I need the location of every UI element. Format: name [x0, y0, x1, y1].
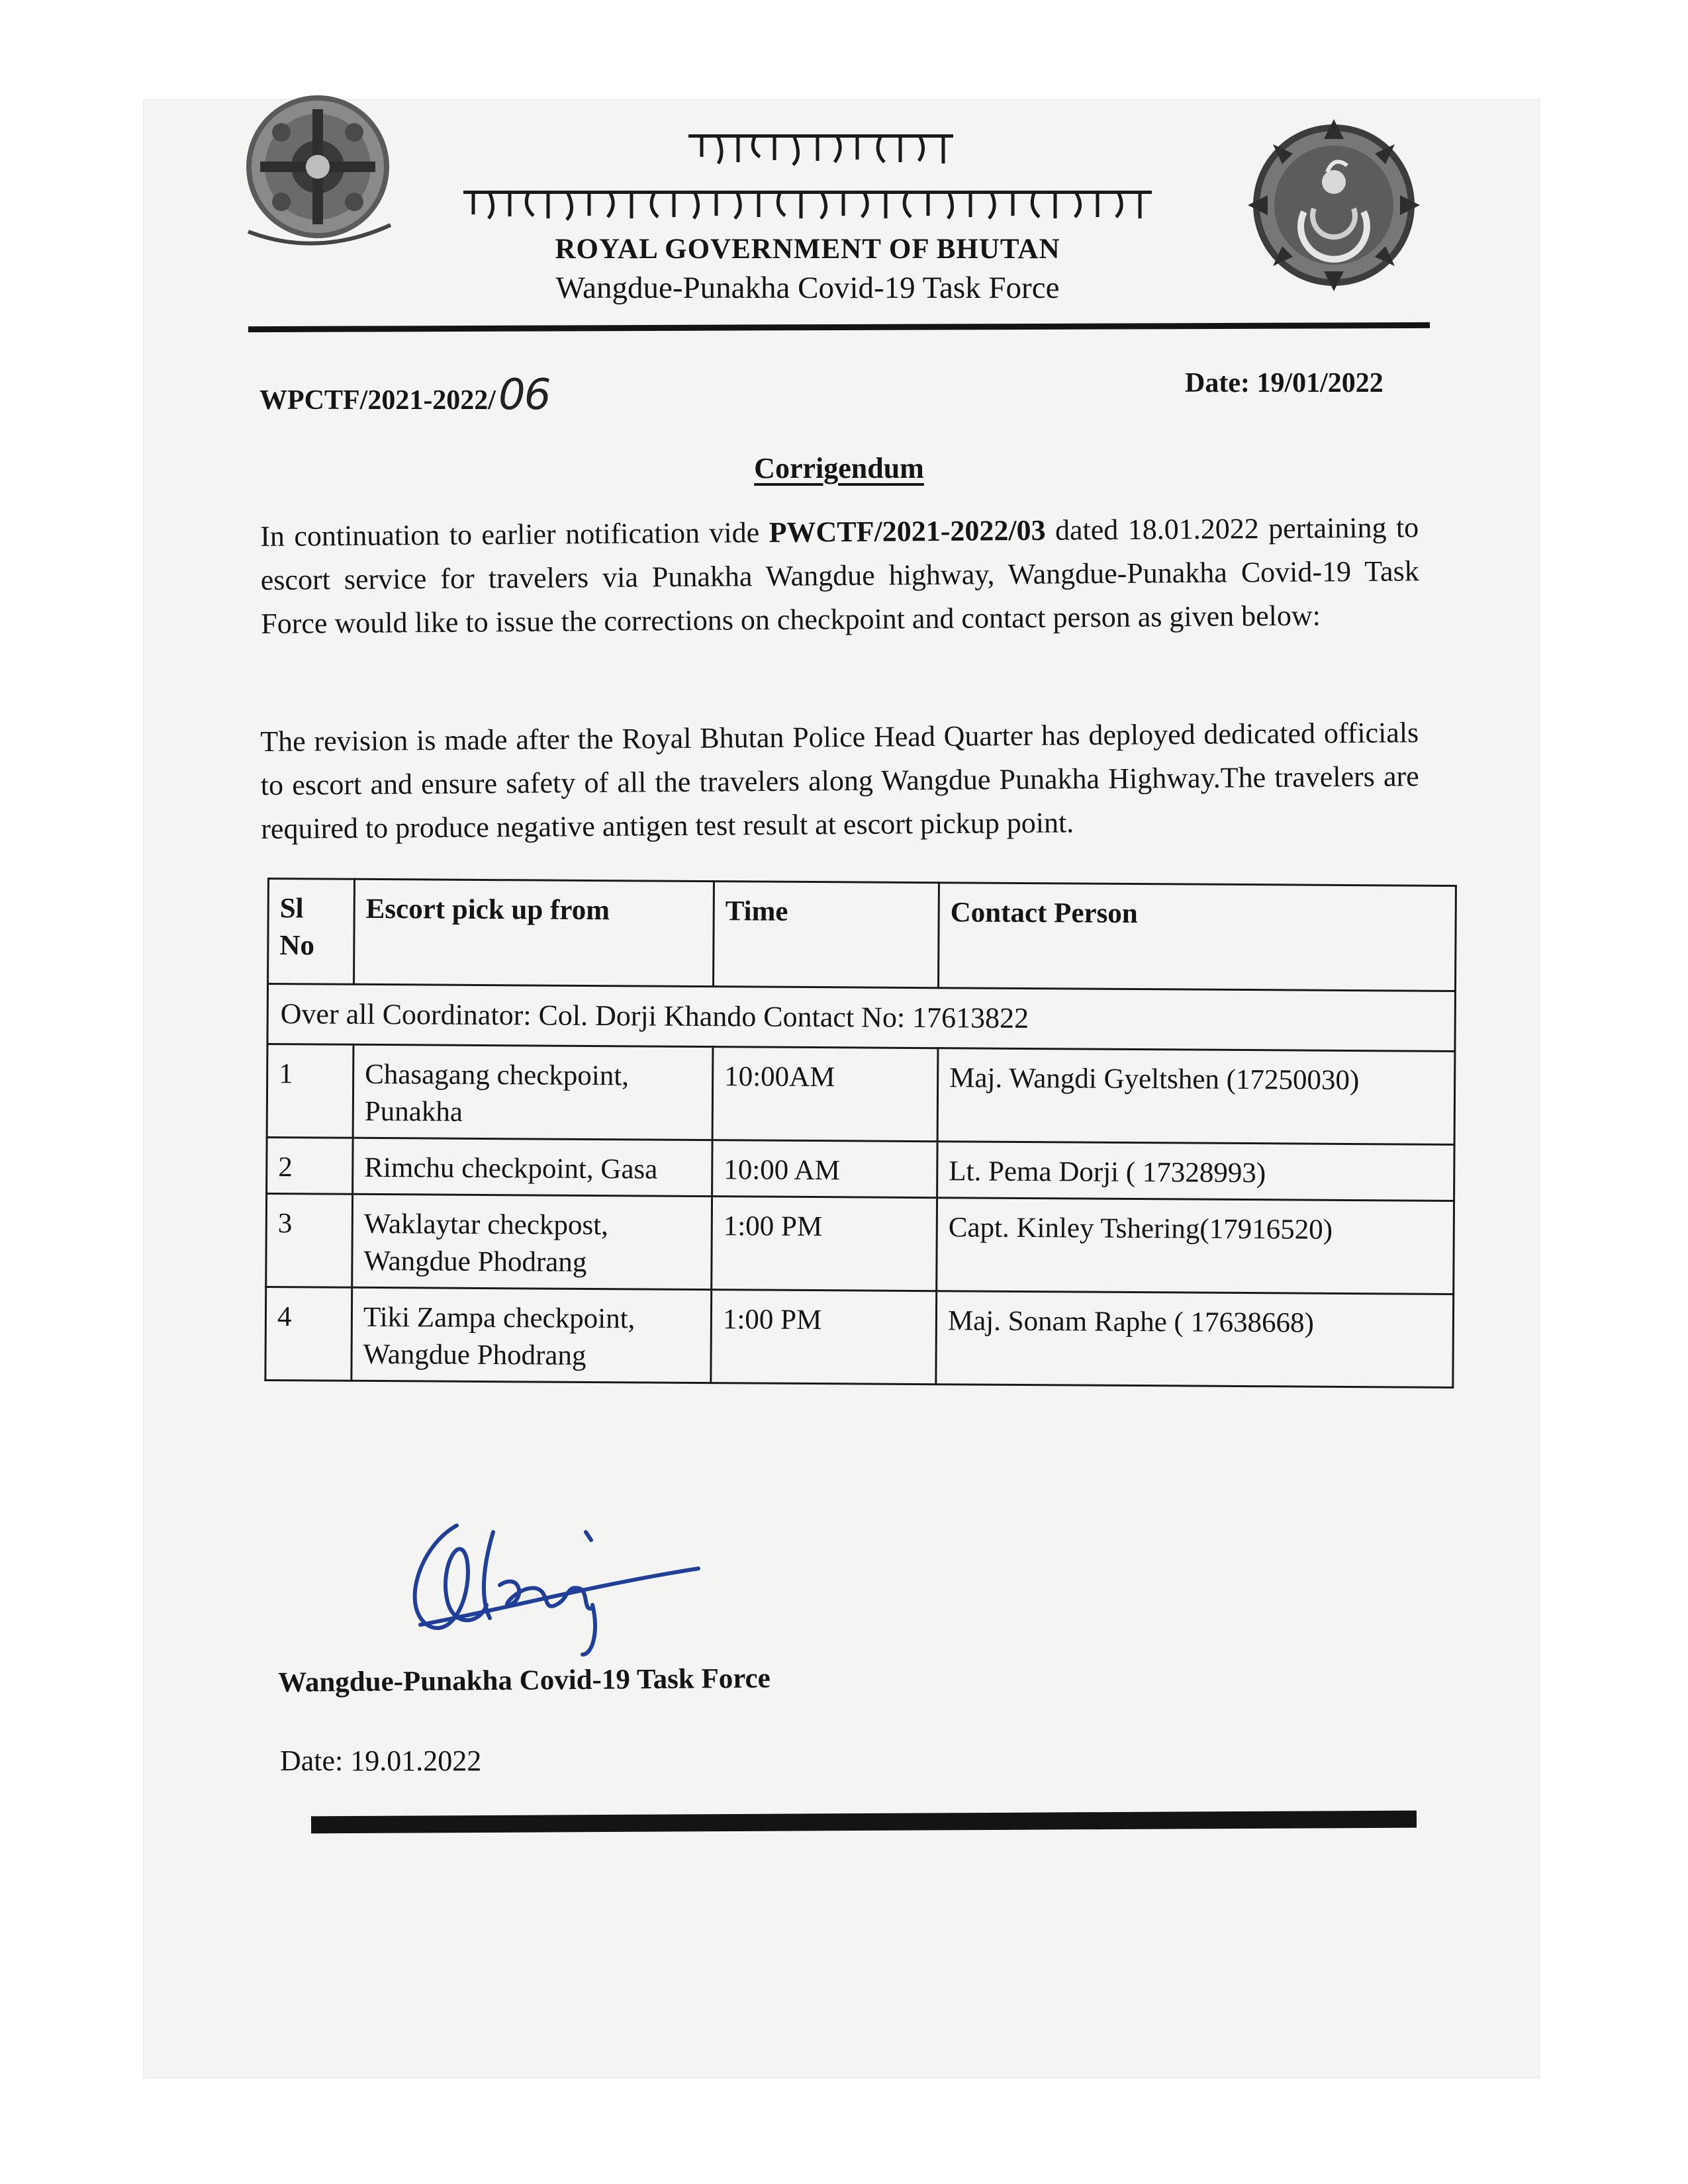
tibetan-title-line-1: [688, 129, 953, 169]
cell-contact: Lt. Pema Dorji ( 17328993): [937, 1142, 1455, 1201]
tibetan-title-line-2: [463, 185, 1152, 225]
cell-sl: 2: [267, 1138, 353, 1195]
cell-sl: 1: [267, 1044, 353, 1138]
paragraph-continuation: [260, 506, 1420, 646]
signature-icon: [394, 1506, 705, 1658]
para1-text-after: dated 18.01.2022 pertaining to escort service for travelers via Punakha Wangdue highway, Wangdue-Punakha Covid-19 Task Force would like to issue the corrections on checkpoint and contact person as given below:: [260, 511, 1419, 640]
organization-name: ROYAL GOVERNMENT OF BHUTAN: [555, 234, 1060, 265]
cell-from: Tiki Zampa checkpoint, Wangdue Phodrang: [352, 1287, 712, 1383]
cell-time: 1:00 PM: [711, 1290, 937, 1385]
document-title: Corrigendum: [754, 452, 924, 484]
coordinator-row: [267, 984, 1456, 1052]
table-header-row: [268, 879, 1456, 991]
table-row: [265, 1287, 1454, 1387]
cell-sl: 4: [265, 1287, 352, 1381]
cell-from: Chasagang checkpoint, Punakha: [353, 1044, 713, 1140]
royal-government-emblem-icon: [235, 93, 400, 258]
escort-schedule-table: [264, 878, 1457, 1388]
header-time: Time: [714, 882, 939, 988]
cell-contact: Maj. Sonam Raphe ( 17638668): [936, 1291, 1454, 1388]
paragraph-revision: The revision is made after the Royal Bhutan Police Head Quarter has deployed dedicated officials to escort and ensure safety of all the travelers along Wangdue Punakha Highway.The travelers are required to produce negative antigen test result at escort pickup point.: [260, 716, 1419, 845]
table-row: [267, 1138, 1454, 1201]
task-force-wheel-emblem-icon: [1248, 119, 1420, 291]
header-contact-person: Contact Person: [939, 883, 1456, 991]
cell-contact: Capt. Kinley Tshering(17916520): [937, 1198, 1454, 1295]
cell-time: 10:00AM: [712, 1047, 938, 1142]
reference-number: [259, 371, 549, 420]
task-force-name: Wangdue-Punakha Covid-19 Task Force: [555, 271, 1060, 305]
cell-time: 1:00 PM: [712, 1197, 937, 1291]
cell-from: Rimchu checkpoint, Gasa: [353, 1138, 713, 1196]
para1-earlier-reference: PWCTF/2021-2022/03: [769, 514, 1046, 549]
cell-from: Waklaytar checkpost, Wangdue Phodrang: [352, 1194, 712, 1289]
footer-date: Date: 19.01.2022: [280, 1745, 482, 1777]
header-escort-from: Escort pick up from: [354, 879, 714, 986]
cell-sl: 3: [266, 1194, 353, 1288]
table-row: [266, 1194, 1454, 1295]
cell-contact: Maj. Wangdi Gyeltshen (17250030): [937, 1048, 1455, 1145]
reference-prefix: WPCTF/2021-2022/: [259, 385, 496, 416]
para1-text-before: In continuation to earlier notification vide: [260, 516, 769, 553]
reference-handwritten-number: 06: [498, 371, 550, 420]
issue-date: Date: 19/01/2022: [1185, 368, 1383, 398]
header-sl-no: Sl No: [268, 879, 355, 985]
signatory-name: Wangdue-Punakha Covid-19 Task Force: [278, 1662, 771, 1698]
cell-time: 10:00 AM: [712, 1140, 938, 1198]
table-row: [267, 1044, 1455, 1145]
coordinator-cell: Over all Coordinator: Col. Dorji Khando Contact No: 17613822: [267, 984, 1456, 1052]
